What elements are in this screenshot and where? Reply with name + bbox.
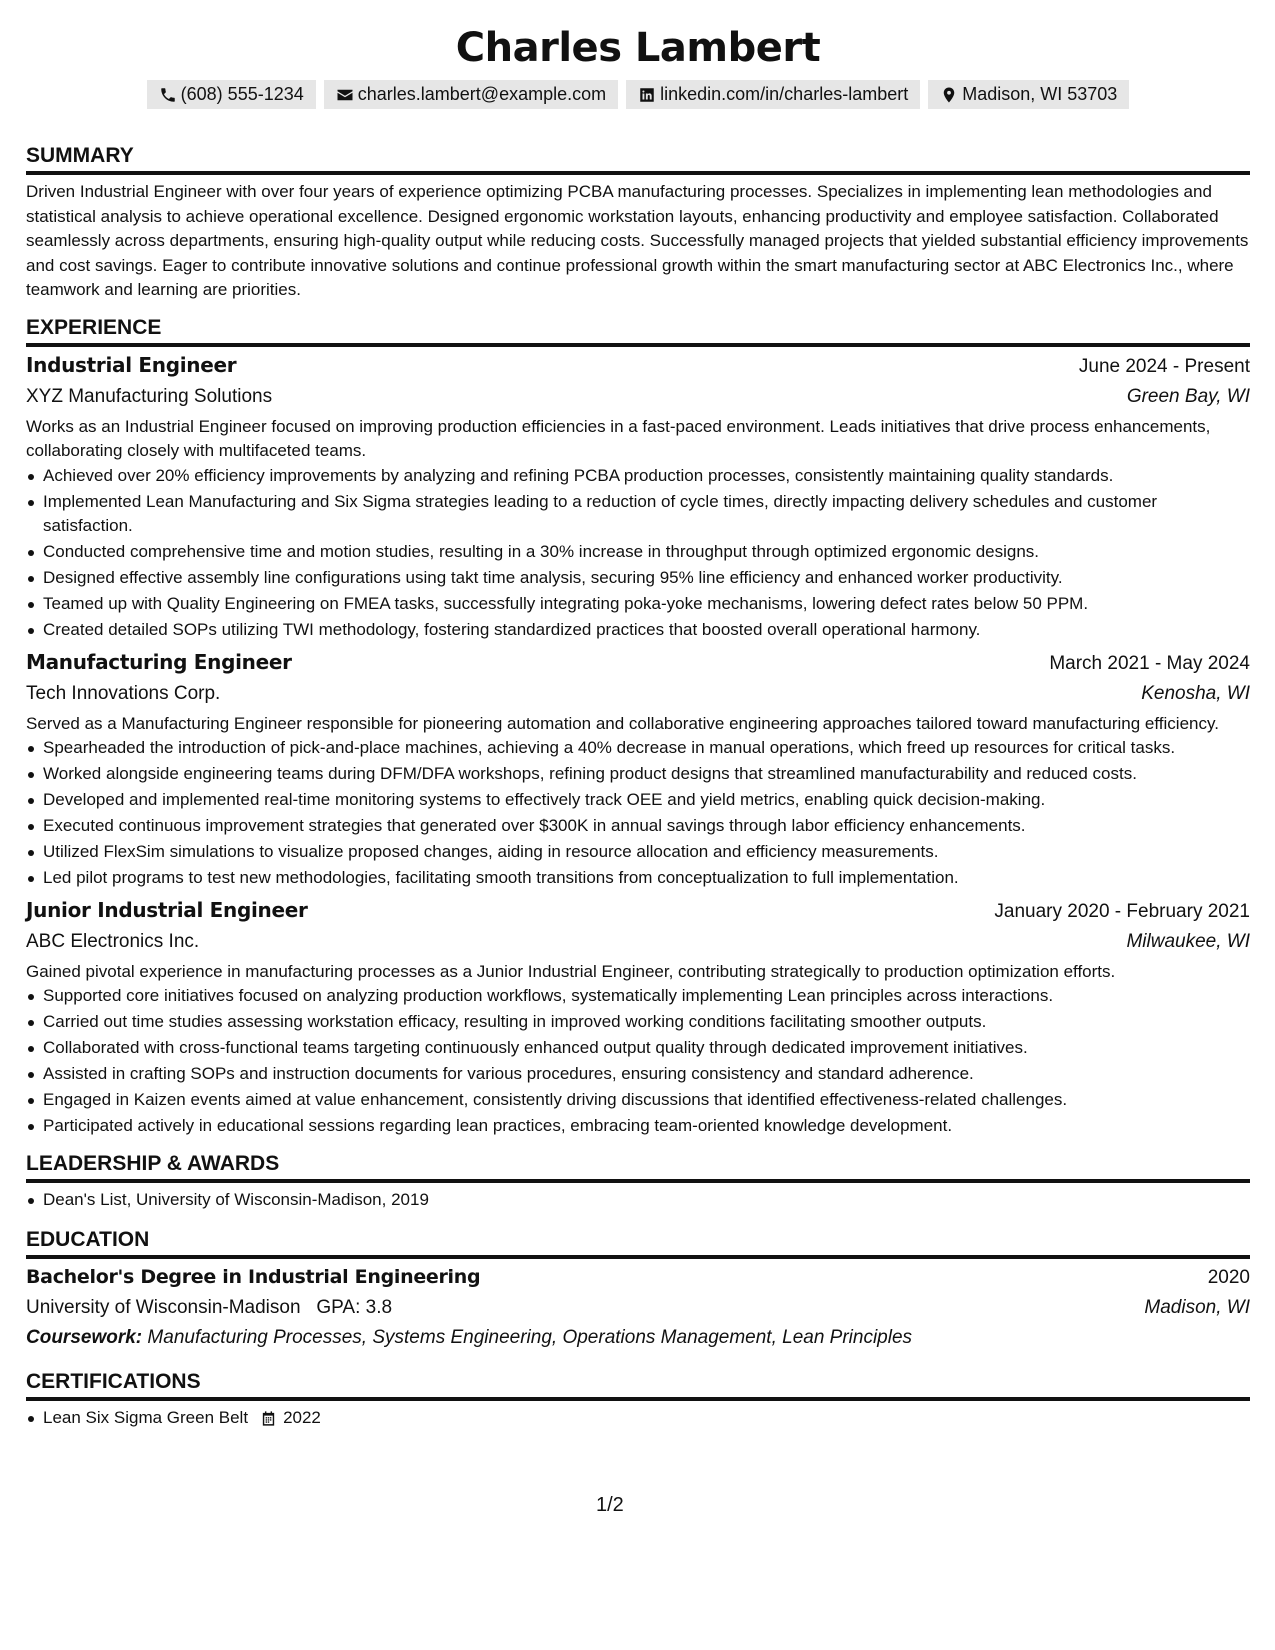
job-description: Gained pivotal experience in manufacturing processes as a Junior Industrial Engineer, contributing strategically to production optimization efforts.: [26, 961, 1116, 981]
list-item: Utilized FlexSim simulations to visualize proposed changes, aiding in resource allocation and efficiency measurements.: [26, 840, 1250, 865]
envelope-icon: [336, 86, 354, 104]
degree-title: Bachelor's Degree in Industrial Engineering: [26, 1266, 481, 1288]
location-text: Madison, WI 53703: [962, 84, 1118, 104]
list-item: Executed continuous improvement strategies that generated over $300K in annual savings through labor efficiency enhancements.: [26, 814, 1250, 839]
company-name: Tech Innovations Corp.: [26, 682, 221, 704]
summary-heading: SUMMARY: [26, 143, 1250, 175]
list-item: Designed effective assembly line configurations using takt time analysis, securing 95% line efficiency and enhanced worker productivity.: [26, 566, 1250, 591]
job-title: Junior Industrial Engineer: [26, 897, 308, 922]
list-item: Achieved over 20% efficiency improvements by analyzing and refining PCBA production processes, consistently maintaining quality standards.: [26, 464, 1250, 489]
job-location: Green Bay, WI: [1126, 385, 1250, 407]
location-chip[interactable]: [928, 80, 1129, 109]
list-item: Implemented Lean Manufacturing and Six Sigma strategies leading to a reduction of cycle times, directly impacting delivery schedules and customer satisfaction.: [26, 490, 1250, 539]
job-bullets: [26, 984, 1250, 1139]
list-item: Worked alongside engineering teams during DFM/DFA workshops, refining product designs that streamlined manufacturability and reduced costs.: [26, 762, 1250, 787]
leadership-section: [26, 1151, 1250, 1213]
job-entry: [26, 350, 1250, 643]
list-item: Assisted in crafting SOPs and instruction documents for various procedures, ensuring consistency and standard adherence.: [26, 1062, 1250, 1087]
contact-bar: [26, 80, 1250, 109]
phone-chip[interactable]: [147, 80, 316, 109]
company-name: XYZ Manufacturing Solutions: [26, 385, 273, 407]
job-dates: January 2020 - February 2021: [994, 900, 1250, 922]
map-pin-icon: [940, 86, 958, 104]
graduation-year: 2020: [1207, 1267, 1250, 1288]
linkedin-text: linkedin.com/in/charles-lambert: [660, 84, 909, 104]
certifications-heading: CERTIFICATIONS: [26, 1369, 1250, 1401]
list-item: Collaborated with cross-functional teams targeting continuously enhanced output quality through dedicated improvement initiatives.: [26, 1036, 1250, 1061]
experience-section: [26, 315, 1250, 1139]
list-item: Engaged in Kaizen events aimed at value enhancement, consistently driving discussions that identified effectiveness-related challenges.: [26, 1088, 1250, 1113]
phone-text: (608) 555-1234: [180, 84, 304, 104]
list-item: Teamed up with Quality Engineering on FMEA tasks, successfully integrating poka-yoke mechanisms, lowering defect rates below 50 PPM.: [26, 592, 1250, 617]
job-title: Manufacturing Engineer: [26, 649, 292, 674]
resume-page: [26, 0, 1250, 1650]
school-location: Madison, WI: [1144, 1297, 1250, 1318]
job-dates: June 2024 - Present: [1078, 355, 1250, 377]
job-title: Industrial Engineer: [26, 352, 237, 377]
summary-section: [26, 143, 1250, 303]
awards-list: [26, 1188, 1250, 1213]
job-description: Served as a Manufacturing Engineer responsible for pioneering automation and collaborative engineering approaches tailored toward manufacturing efficiency.: [26, 713, 1219, 733]
education-heading: EDUCATION: [26, 1227, 1250, 1259]
page-number: 1/2: [596, 1494, 624, 1516]
leadership-heading: LEADERSHIP & AWARDS: [26, 1151, 1250, 1183]
summary-text: Driven Industrial Engineer with over four years of experience optimizing PCBA manufacturing processes. Specializes in implementing lean methodologies and statistical analysis to achieve operational excellence. Designed ergonomic workstation layouts, enhancing productivity and employee satisfaction. Collaborated seamlessly across departments, ensuring high-quality output while reducing costs. Successfully managed projects that yielded substantial efficiency improvements and cost savings. Eager to contribute innovative solutions and continue professional growth within the smart manufacturing sector at ABC Electronics Inc., where teamwork and learning are priorities.: [26, 182, 1249, 299]
job-bullets: [26, 736, 1250, 891]
linkedin-icon: [638, 86, 656, 104]
certification-year: 2022: [283, 1408, 321, 1427]
certifications-list: [26, 1406, 1250, 1431]
list-item: Carried out time studies assessing workstation efficacy, resulting in improved working conditions facilitating smoother outputs.: [26, 1010, 1250, 1035]
list-item: Dean's List, University of Wisconsin-Madison, 2019: [26, 1188, 1250, 1213]
list-item: Spearheaded the introduction of pick-and-place machines, achieving a 40% decrease in manual operations, which freed up resources for critical tasks.: [26, 736, 1250, 761]
job-location: Milwaukee, WI: [1126, 930, 1250, 952]
gpa: GPA: 3.8: [316, 1297, 393, 1318]
education-section: [26, 1227, 1250, 1353]
email-chip[interactable]: [324, 80, 618, 109]
experience-heading: EXPERIENCE: [26, 315, 1250, 347]
list-item: Conducted comprehensive time and motion studies, resulting in a 30% increase in throughput through optimized ergonomic designs.: [26, 540, 1250, 565]
list-item: Created detailed SOPs utilizing TWI methodology, fostering standardized practices that boosted overall operational harmony.: [26, 618, 1250, 643]
company-name: ABC Electronics Inc.: [26, 930, 200, 952]
email-text: charles.lambert@example.com: [357, 84, 607, 104]
coursework: [26, 1323, 1250, 1353]
job-description: Works as an Industrial Engineer focused on improving production efficiencies in a fast-paced environment. Leads initiatives that drive process enhancements, collaborating closely with multifaceted teams.: [26, 416, 1211, 460]
list-item: [26, 1406, 1250, 1431]
list-item: Developed and implemented real-time monitoring systems to effectively track OEE and yield metrics, enabling quick decision-making.: [26, 788, 1250, 813]
certification-name: Lean Six Sigma Green Belt: [43, 1408, 249, 1427]
phone-icon: [159, 86, 177, 104]
job-dates: March 2021 - May 2024: [1049, 652, 1250, 674]
list-item: Supported core initiatives focused on analyzing production workflows, systematically implementing Lean principles across interactions.: [26, 984, 1250, 1009]
job-location: Kenosha, WI: [1141, 682, 1250, 704]
linkedin-chip[interactable]: [626, 80, 920, 109]
calendar-icon: [260, 1410, 277, 1427]
job-entry: [26, 895, 1250, 1139]
coursework-label: Coursework:: [26, 1327, 143, 1348]
job-entry: [26, 647, 1250, 891]
coursework-list: Manufacturing Processes, Systems Engineering, Operations Management, Lean Principles: [147, 1327, 913, 1348]
list-item: Led pilot programs to test new methodologies, facilitating smooth transitions from conceptualization to full implementation.: [26, 866, 1250, 891]
school-name: University of Wisconsin-Madison: [26, 1297, 301, 1318]
list-item: Participated actively in educational sessions regarding lean practices, embracing team-oriented knowledge development.: [26, 1114, 1250, 1139]
candidate-name: Charles Lambert: [455, 25, 821, 71]
certifications-section: [26, 1369, 1250, 1431]
job-bullets: [26, 464, 1250, 643]
